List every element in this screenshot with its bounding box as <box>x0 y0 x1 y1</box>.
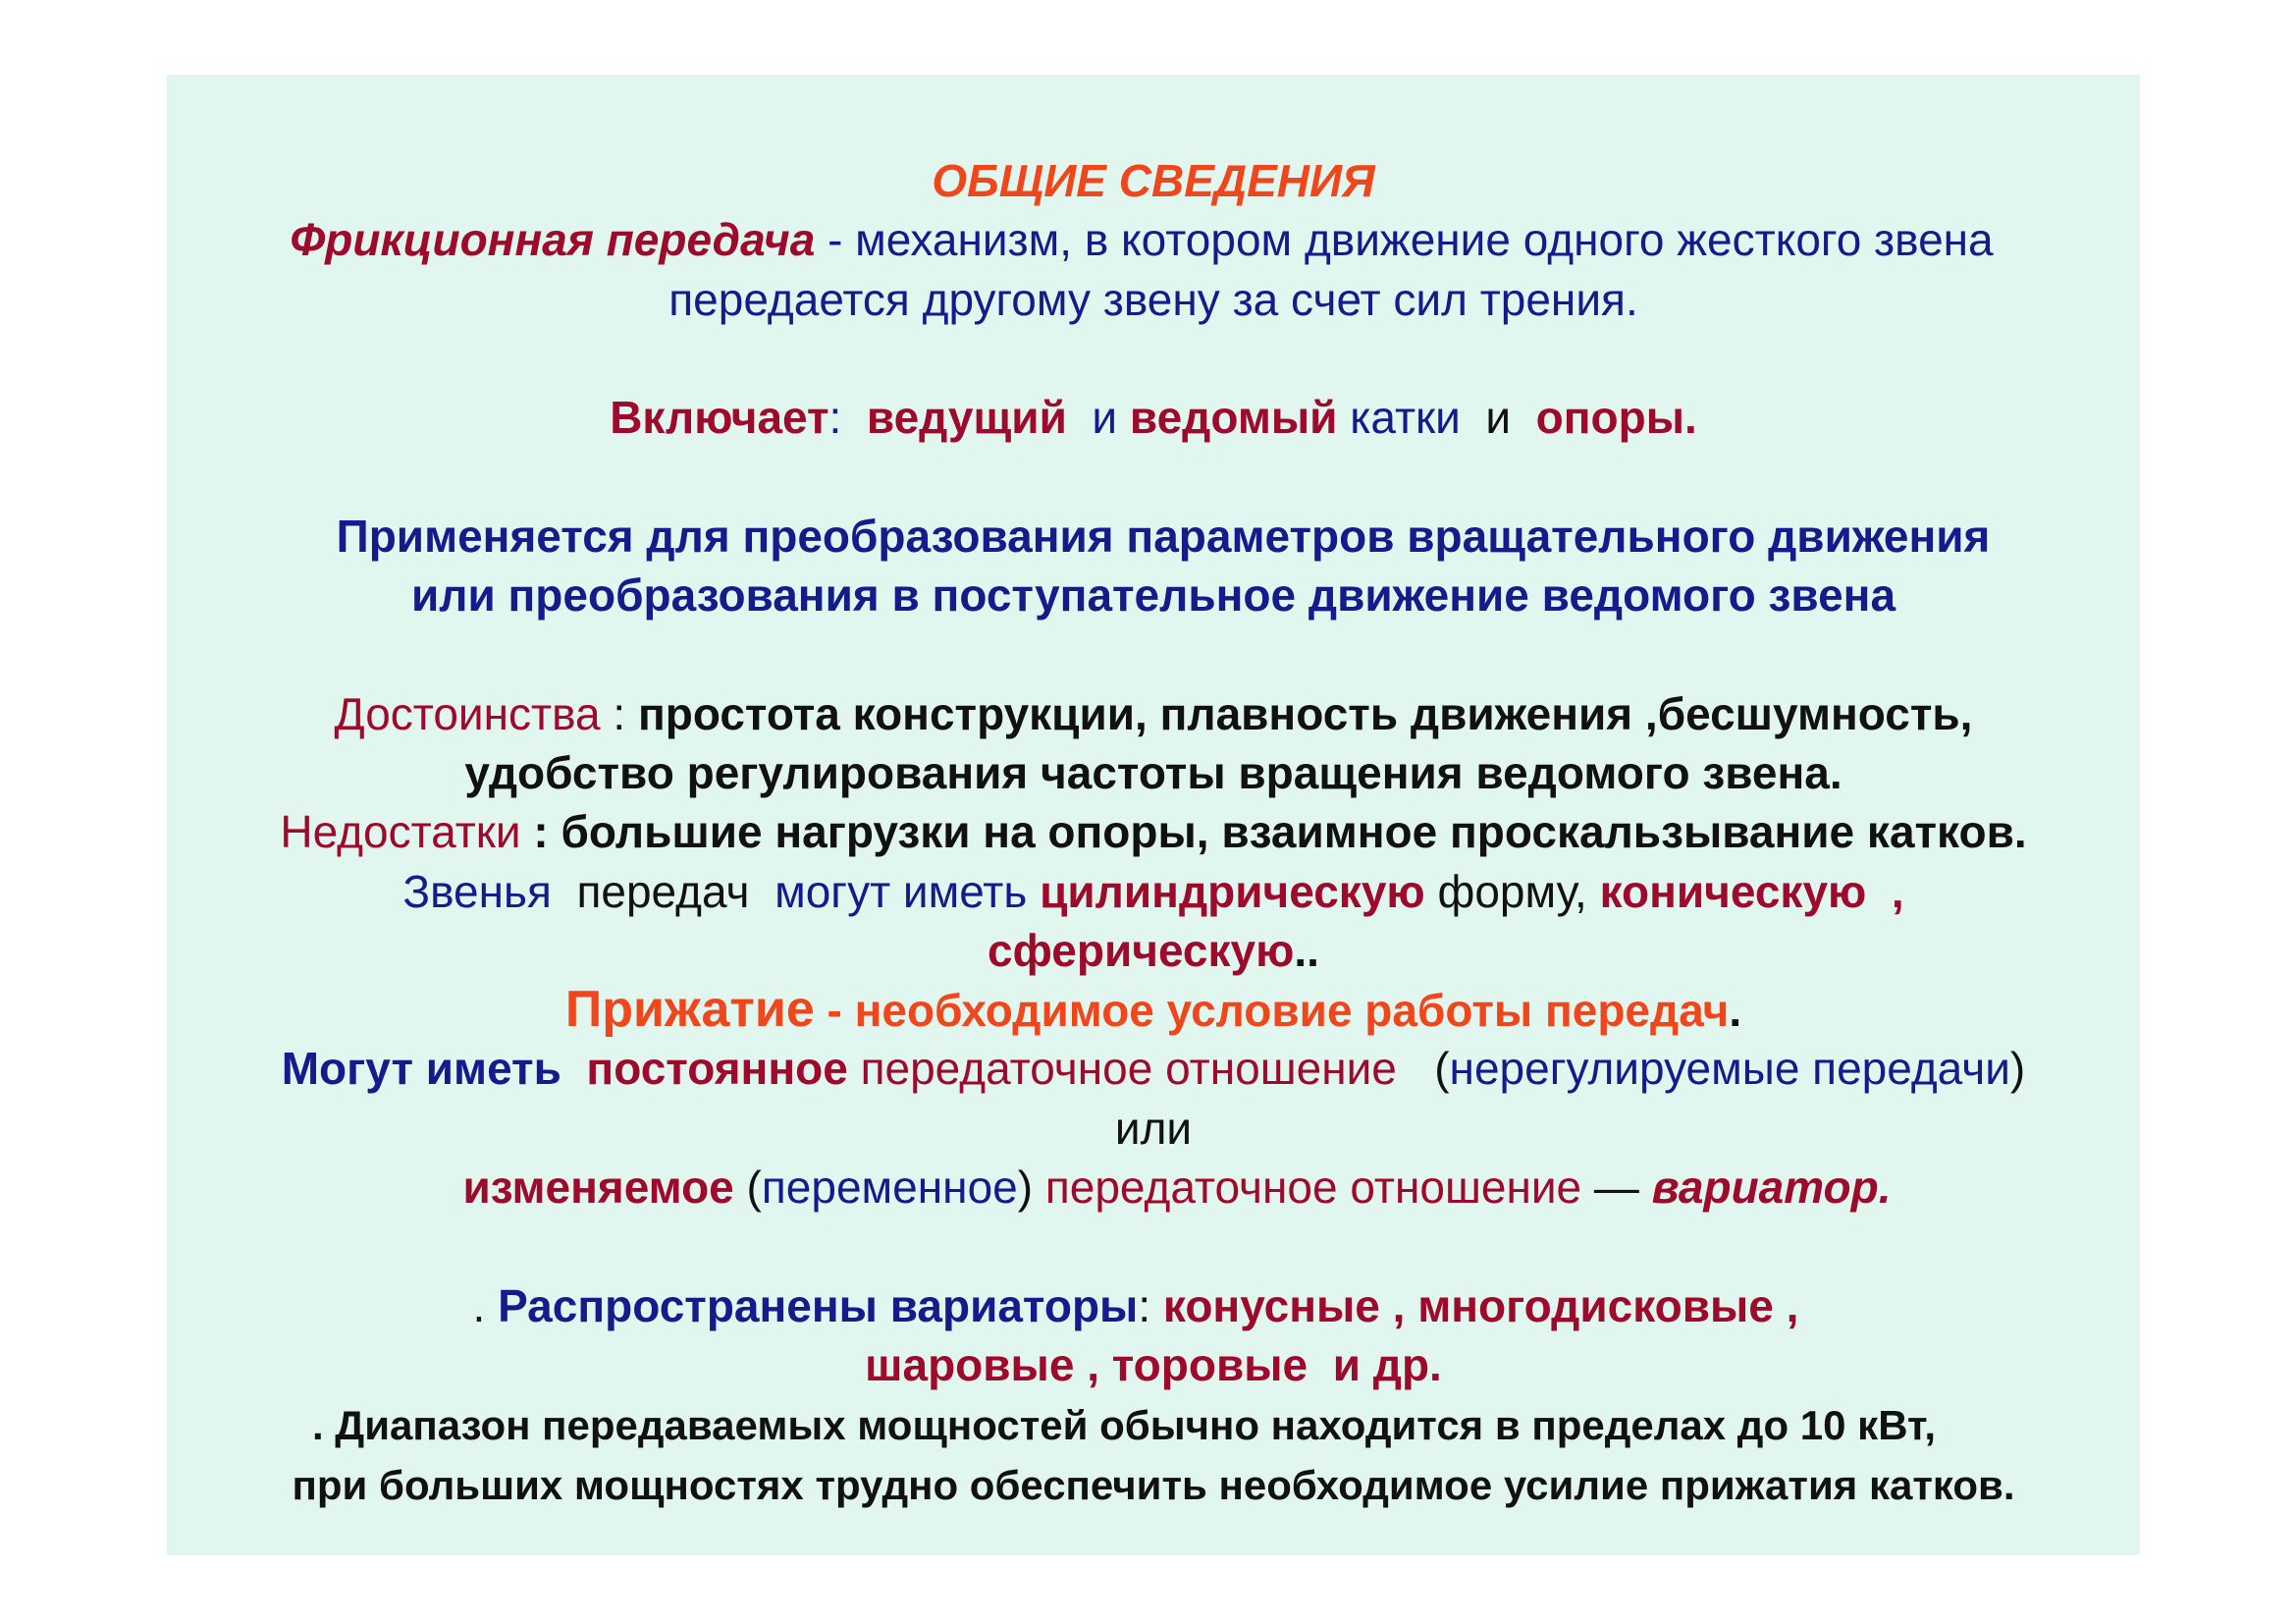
advantages-text-2: удобство регулирования частоты вращения ведомого звена. <box>464 746 1842 798</box>
spread-line-1 <box>149 1276 2122 1335</box>
spread-label: Распространены вариаторы <box>498 1279 1139 1331</box>
ratio-paren-close: ) <box>2009 1043 2026 1095</box>
links-line-2 <box>167 921 2140 980</box>
pressure-line <box>167 980 2140 1039</box>
definition-text-1: - механизм, в котором движение одного жесткого звена <box>815 214 1994 266</box>
spread-line-2 <box>167 1335 2140 1394</box>
variator-paren-open: ( <box>733 1162 762 1214</box>
ratio-line <box>167 1039 2140 1098</box>
ratio-or: или <box>1114 1102 1193 1154</box>
applied-text-1: Применяется для преобразования параметров вращательного движения <box>336 510 1991 562</box>
range-line-2 <box>167 1454 2140 1513</box>
ratio-constant: постоянное <box>586 1043 848 1095</box>
ratio-nonregulated: нерегулируемые передачи <box>1449 1043 2010 1095</box>
definition-term: Фрикционная передача <box>290 214 816 266</box>
range-text-1: . Диапазон передаваемых мощностей обычно находится в пределах до 10 кВт, <box>311 1402 1937 1449</box>
advantages-line-1 <box>167 684 2140 743</box>
advantages-text-1: простота конструкции, плавность движения ,бесшумность, <box>637 687 1973 739</box>
spacer <box>167 624 2140 683</box>
pressure-word: Прижатие <box>564 981 815 1039</box>
spacer <box>167 1217 2140 1275</box>
variator-variable: переменное <box>761 1162 1018 1214</box>
ratio-text: передаточное отношение <box>847 1043 1435 1095</box>
includes-supports: опоры. <box>1535 392 1697 444</box>
applied-text-2: или преобразования в поступательное движение ведомого звена <box>410 569 1896 622</box>
applied-line-1 <box>177 507 2150 566</box>
spacer <box>167 447 2140 506</box>
applied-line-2 <box>167 566 2140 624</box>
variator-paren-close: ) <box>1017 1162 1034 1214</box>
links-spherical: сферическую <box>988 924 1295 976</box>
links-form: форму, <box>1424 865 1600 917</box>
variator-text: передаточное отношение <box>1033 1162 1594 1214</box>
pressure-text: - необходимое условие работы передач <box>814 985 1730 1037</box>
spread-types-2: шаровые , торовые и др. <box>865 1338 1442 1390</box>
spacer <box>167 329 2140 388</box>
disadvantages-line <box>167 802 2140 861</box>
definition-line-1 <box>155 210 2128 269</box>
links-line-1 <box>167 862 2140 921</box>
includes-lead: ведущий <box>866 392 1067 444</box>
slide-content <box>167 151 2140 1513</box>
links-conical: коническую , <box>1599 865 1904 917</box>
ratio-or-line <box>167 1099 2140 1158</box>
includes-line <box>167 388 2140 447</box>
definition-line-2 <box>167 270 2140 329</box>
advantages-line-2 <box>167 743 2140 802</box>
includes-colon: : <box>828 392 867 444</box>
links-dots: .. <box>1294 924 1319 976</box>
range-line-1 <box>137 1394 2110 1453</box>
links-word-2: передач <box>576 865 775 917</box>
includes-label: Включает <box>610 392 829 444</box>
ratio-may: Могут иметь <box>281 1043 587 1095</box>
includes-and-2: и <box>1485 392 1536 444</box>
ratio-paren-open: ( <box>1434 1043 1450 1095</box>
links-cylindrical: цилиндрическую <box>1040 865 1425 917</box>
links-word-1: Звенья <box>402 865 577 917</box>
variator-line <box>190 1158 2163 1217</box>
spread-types-1: конусные , многодисковые , <box>1162 1279 1799 1331</box>
advantages-separator: : <box>600 687 638 739</box>
disadvantages-text: : большие нагрузки на опоры, взаимное проскальзывание катков. <box>520 806 2027 858</box>
spread-colon: : <box>1138 1279 1163 1331</box>
disadvantages-label: Недостатки <box>280 806 521 858</box>
definition-text-2: передается другому звену за счет сил трения. <box>668 273 1638 325</box>
variator-word: вариатор. <box>1651 1162 1892 1214</box>
links-word-3: могут иметь <box>774 865 1041 917</box>
includes-and-1: и <box>1066 392 1130 444</box>
slide-panel <box>167 75 2140 1555</box>
slide-title-line <box>167 151 2140 210</box>
slide-title: ОБЩИЕ СВЕДЕНИЯ <box>932 155 1375 206</box>
range-text-2: при больших мощностях трудно обеспечить необходимое усилие прижатия катков. <box>292 1461 2015 1508</box>
variator-dash: — <box>1593 1162 1652 1214</box>
includes-rollers: катки <box>1337 392 1486 444</box>
pressure-dot: . <box>1729 985 1742 1037</box>
variator-changeable: изменяемое <box>462 1162 734 1214</box>
advantages-label: Достоинства <box>334 687 601 739</box>
includes-driven: ведомый <box>1129 392 1338 444</box>
spread-dot: . <box>472 1279 499 1331</box>
